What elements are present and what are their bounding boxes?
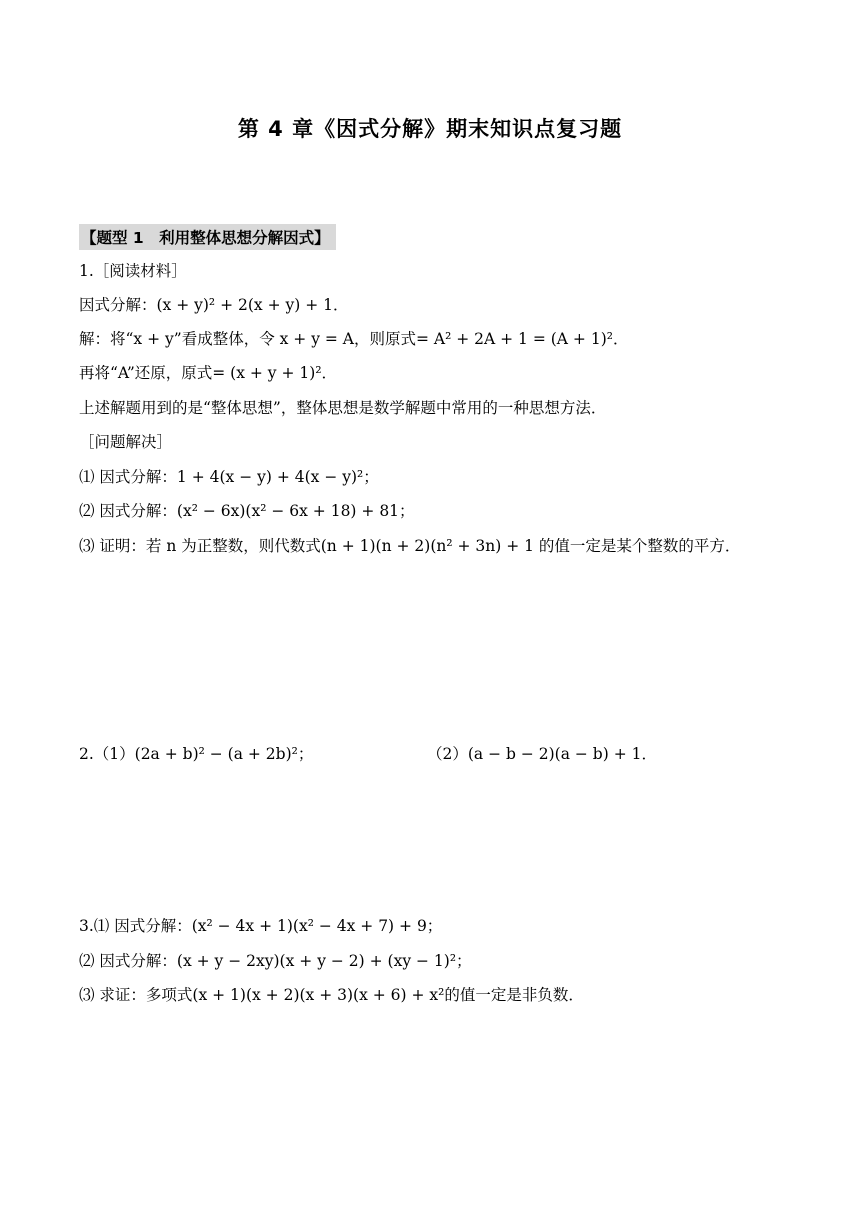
q2-part-1: 2.（1）(2a + b)² − (a + 2b)²； xyxy=(79,745,314,763)
q1-line-5: 上述解题用到的是“整体思想”，整体思想是数学解题中常用的一种思想方法． xyxy=(79,399,607,417)
q3-line-3: ⑶ 求证：多项式(x + 1)(x + 2)(x + 3)(x + 6) + x²的值一定是非负数． xyxy=(79,986,584,1004)
q1-line-2: 因式分解：(x + y)² + 2(x + y) + 1． xyxy=(79,296,349,314)
q1-line-3: 解：将“x + y”看成整体，令 x + y = A，则原式= A² + 2A + 1 = (A + 1)²． xyxy=(79,330,629,348)
q1-line-9: ⑶ 证明：若 n 为正整数，则代数式(n + 1)(n + 2)(n² + 3n) + 1 的值一定是某个整数的平方． xyxy=(79,537,741,555)
q1-line-1: 1.［阅读材料］ xyxy=(79,262,187,280)
q3-line-1: 3.⑴ 因式分解：(x² − 4x + 1)(x² − 4x + 7) + 9； xyxy=(79,917,443,935)
q1-line-7: ⑴ 因式分解：1 + 4(x − y) + 4(x − y)²； xyxy=(79,468,379,486)
page-title: 第 4 章《因式分解》期末知识点复习题 xyxy=(237,117,623,141)
q2-part-2: （2）(a − b − 2)(a − b) + 1． xyxy=(427,745,657,763)
q1-line-6: ［问题解决］ xyxy=(79,433,173,451)
section-heading: 【题型 1 利用整体思想分解因式】 xyxy=(79,224,336,250)
q1-line-4: 再将“A”还原，原式= (x + y + 1)²． xyxy=(79,364,338,382)
q1-line-8: ⑵ 因式分解：(x² − 6x)(x² − 6x + 18) + 81； xyxy=(79,502,415,520)
q3-line-2: ⑵ 因式分解：(x + y − 2xy)(x + y − 2) + (xy − 1)²； xyxy=(79,952,472,970)
